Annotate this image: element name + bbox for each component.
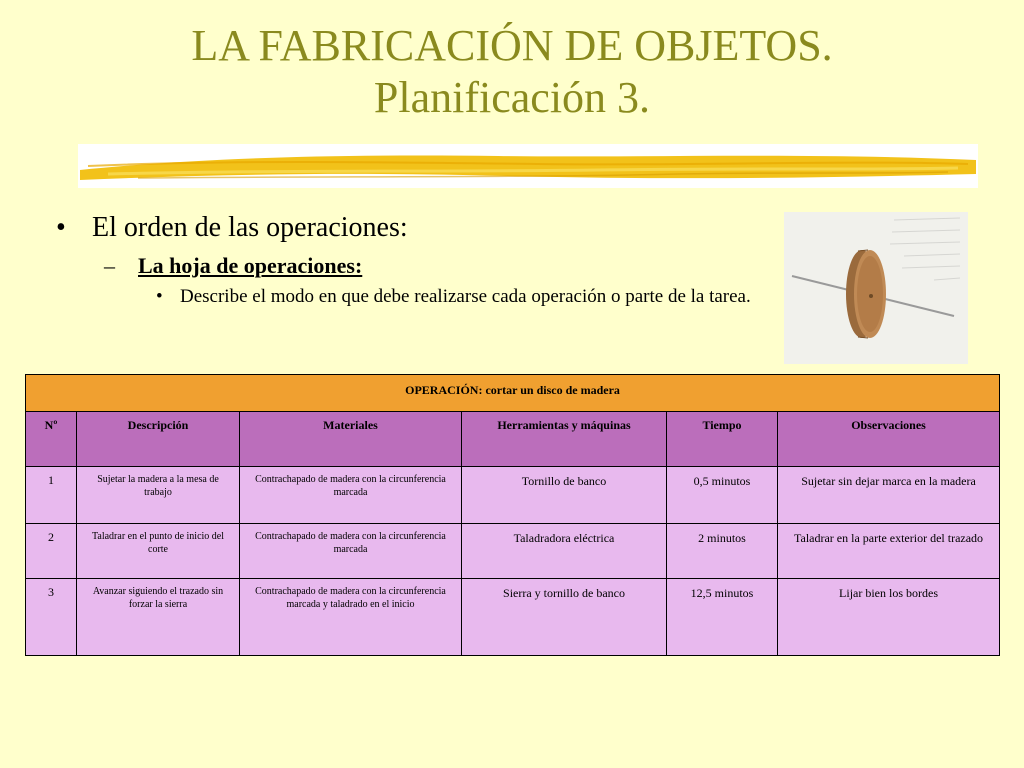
- header-materials: Materiales: [240, 412, 462, 467]
- bullet-text: El orden de las operaciones:: [92, 212, 408, 243]
- header-tools: Herramientas y máquinas: [462, 412, 667, 467]
- header-description: Descripción: [77, 412, 240, 467]
- title-line-1: LA FABRICACIÓN DE OBJETOS.: [191, 21, 833, 70]
- cell-time: 12,5 minutos: [667, 579, 778, 656]
- bullet-level-1: [56, 208, 776, 248]
- cell-tools: Tornillo de banco: [462, 467, 667, 524]
- cell-description: Taladrar en el punto de inicio del corte: [77, 524, 240, 579]
- operations-table: [25, 374, 1000, 656]
- cell-tools: Taladradora eléctrica: [462, 524, 667, 579]
- wooden-disc-photo: [784, 212, 968, 364]
- cell-materials: Contrachapado de madera con la circunferencia marcada: [240, 467, 462, 524]
- cell-materials: Contrachapado de madera con la circunferencia marcada y taladrado en el inicio: [240, 579, 462, 656]
- cell-number: 3: [26, 579, 77, 656]
- cell-tools: Sierra y tornillo de banco: [462, 579, 667, 656]
- brush-stroke-divider: [78, 144, 978, 188]
- cell-description: Sujetar la madera a la mesa de trabajo: [77, 467, 240, 524]
- cell-materials: Contrachapado de madera con la circunferencia marcada: [240, 524, 462, 579]
- table-row: [26, 467, 1000, 524]
- cell-number: 2: [26, 524, 77, 579]
- table-header-row: [26, 412, 1000, 467]
- cell-time: 2 minutos: [667, 524, 778, 579]
- table-row: [26, 524, 1000, 579]
- description-text: Describe el modo en que debe realizarse cada operación o parte de la tarea.: [180, 286, 751, 307]
- bullet-mark: •: [156, 286, 163, 307]
- cell-description: Avanzar siguiendo el trazado sin forzar la sierra: [77, 579, 240, 656]
- table-caption: OPERACIÓN: cortar un disco de madera: [26, 375, 1000, 412]
- table-caption-row: [26, 375, 1000, 412]
- table-row: [26, 579, 1000, 656]
- cell-time: 0,5 minutos: [667, 467, 778, 524]
- header-number: Nº: [26, 412, 77, 467]
- cell-number: 1: [26, 467, 77, 524]
- bullet-list: [56, 208, 776, 310]
- cell-observations: Lijar bien los bordes: [778, 579, 1000, 656]
- header-time: Tiempo: [667, 412, 778, 467]
- cell-observations: Taladrar en la parte exterior del trazado: [778, 524, 1000, 579]
- bullet-level-2: [104, 250, 776, 282]
- bullet-level-3: [156, 284, 776, 310]
- cell-observations: Sujetar sin dejar marca en la madera: [778, 467, 1000, 524]
- header-observations: Observaciones: [778, 412, 1000, 467]
- title-line-2: Planificación 3.: [373, 73, 651, 122]
- bullet-mark: •: [56, 212, 66, 243]
- dash-mark: –: [104, 253, 115, 278]
- subheading-text: La hoja de operaciones:: [138, 253, 363, 278]
- slide-title: [0, 20, 1024, 124]
